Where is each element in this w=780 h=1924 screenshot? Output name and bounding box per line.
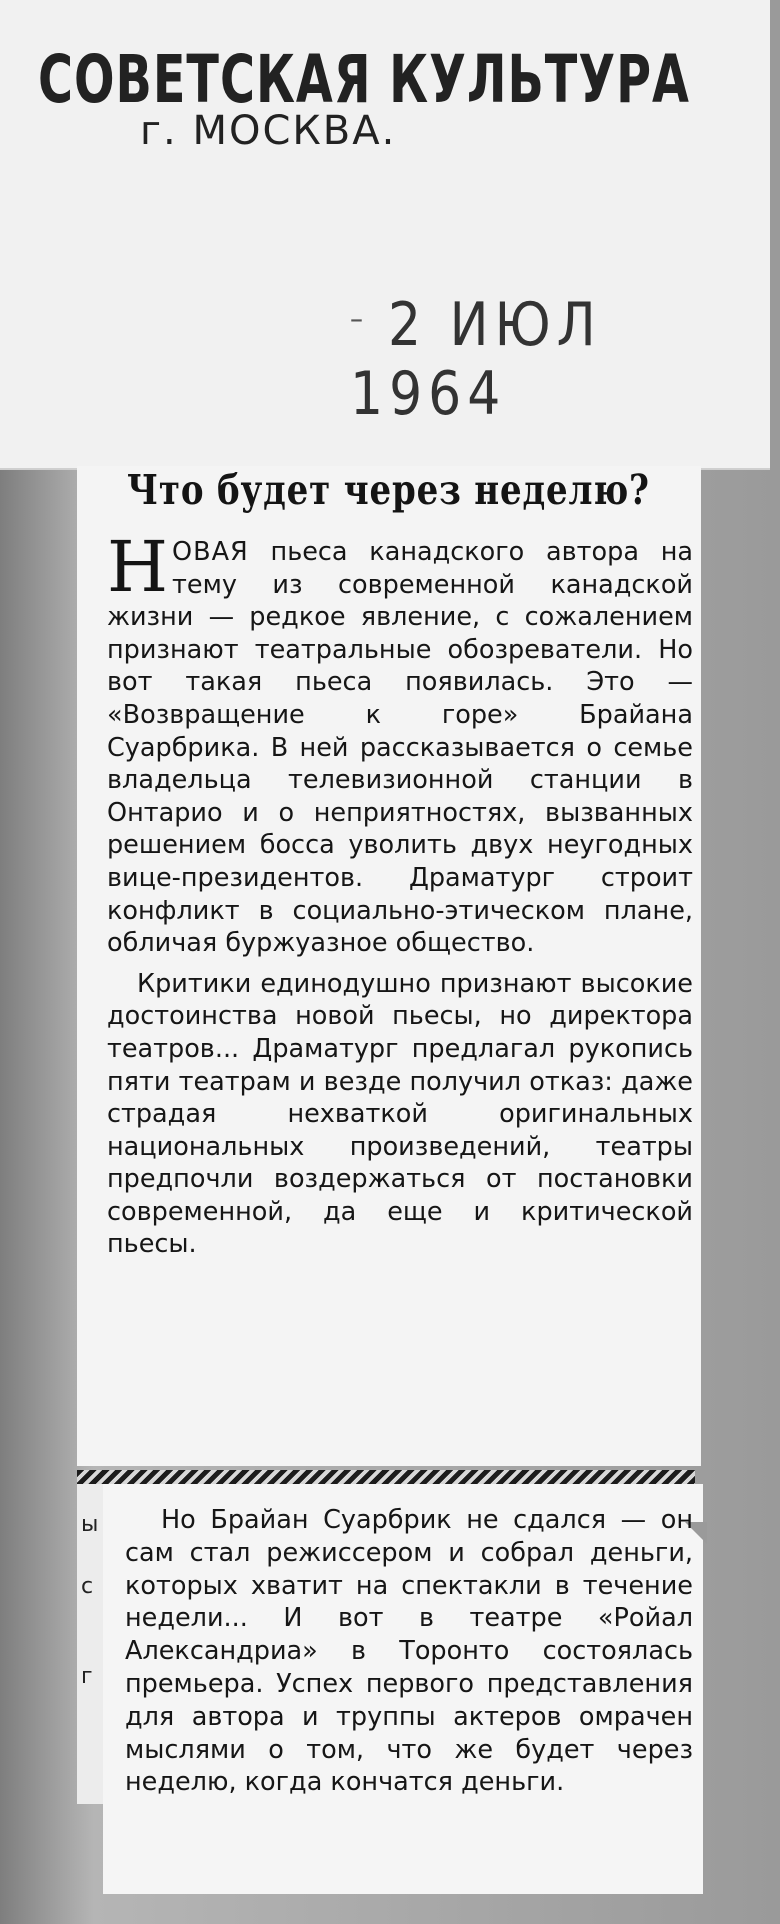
article-body bbox=[107, 526, 693, 1261]
article-title: Что будет через неделю? bbox=[127, 466, 650, 514]
strip-letter: ы bbox=[81, 1512, 99, 1537]
clipping-header-slip bbox=[0, 0, 770, 468]
article-paragraph-1 bbox=[107, 526, 693, 960]
date-stamp-dash: – bbox=[350, 302, 363, 337]
strip-letter: г bbox=[81, 1664, 93, 1689]
continuation-body bbox=[125, 1504, 693, 1799]
date-stamp bbox=[350, 291, 770, 429]
newspaper-name-stamp: СОВЕТСКАЯ КУЛЬТУРА bbox=[38, 42, 690, 119]
date-stamp-text: 2 ИЮЛ 1964 bbox=[350, 291, 602, 429]
drop-cap: Н bbox=[107, 526, 169, 608]
strip-letter: с bbox=[81, 1574, 94, 1599]
article-paragraph-2: Критики единодушно признают высокие достоинства новой пьесы, но директора театров... Драматург предлагал рукопись пяти театрам и везде получил отказ: даже страдая нехваткой оригинальных национальных произведений, театры предпочли воздержаться от постановки современной, да еще и критической пьесы. bbox=[107, 968, 693, 1260]
article-clipping bbox=[77, 466, 701, 1466]
city-stamp: г. МОСКВА. bbox=[140, 108, 397, 154]
paragraph-1-text: пьеса канадского автора на тему из современной канадской жизни — редкое явление, с сожалением признают театральные обозреватели. Но вот такая пьеса появилась. Это — «Возвращение к горе» Брайана Суарбрика. В ней рассказывается о семье владельца телевизионной станции в Онтарио и о неприятностях, вызванных решением босса уволить двух неугодных вице-президентов. Драматург строит конфликт в социально-этическом плане, обличая буржуазное общество. bbox=[107, 537, 693, 959]
adjacent-column-strip bbox=[77, 1484, 103, 1804]
article-continuation-clipping bbox=[103, 1484, 703, 1894]
hatched-divider bbox=[77, 1470, 695, 1484]
article-paragraph-3: Но Брайан Суарбрик не сдался — он сам стал режиссером и собрал деньги, которых хватит на спектакли в течение недели... И вот в театре «Ройал Александриа» в Торонто состоялась премьера. Успех первого представления для автора и труппы актеров омрачен мыслями о том, что же будет через неделю, когда кончатся деньги. bbox=[125, 1505, 693, 1798]
lead-caps: ОВАЯ bbox=[172, 537, 249, 567]
